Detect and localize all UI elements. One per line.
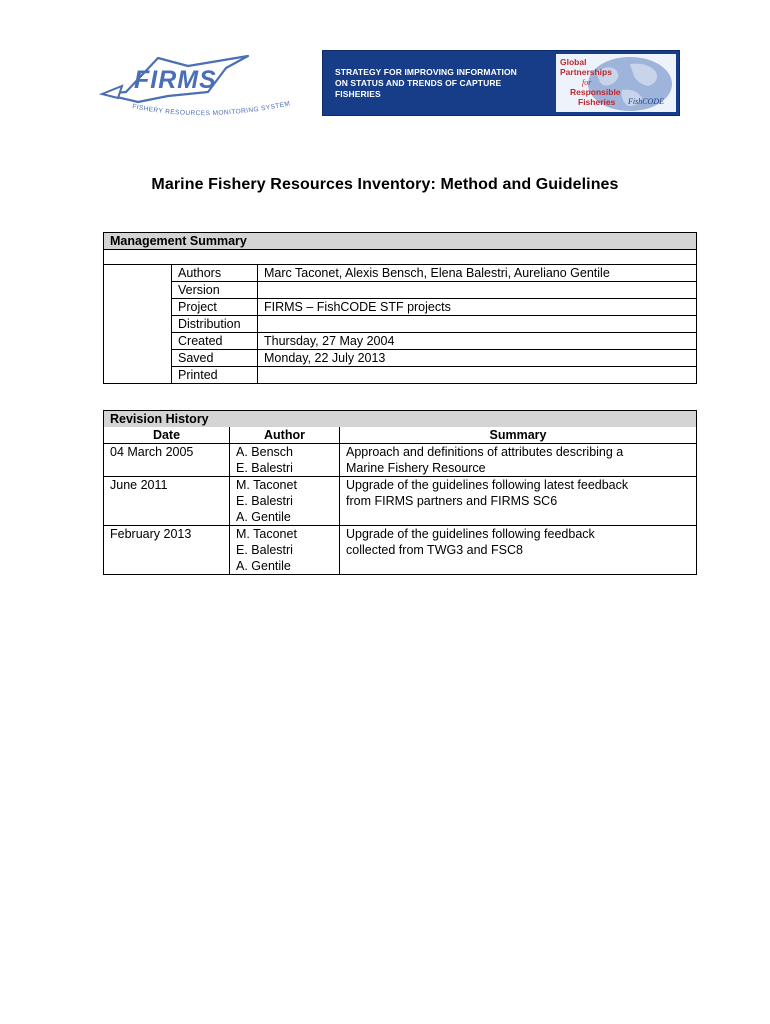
document-title: Marine Fishery Resources Inventory: Method and Guidelines [151, 176, 619, 193]
revision-authors [230, 477, 340, 526]
svg-text:FISHERY RESOURCES MONITORING S [132, 100, 291, 117]
firms-logo [98, 52, 298, 120]
table-row [104, 265, 697, 282]
table-row [104, 316, 697, 333]
author-name: E. Balestri [236, 543, 293, 557]
firms-wordmark: FIRMS [134, 66, 217, 94]
table-row [104, 299, 697, 316]
revision-authors [230, 444, 340, 477]
spacer-row [104, 250, 697, 265]
field-label: Project [172, 299, 258, 316]
author-name: M. Taconet [236, 527, 297, 541]
field-value [258, 367, 697, 384]
gp-line-1: Global [560, 57, 587, 67]
author-name: A. Gentile [236, 559, 291, 573]
field-label: Version [172, 282, 258, 299]
revision-summary [340, 444, 697, 477]
management-summary-heading: Management Summary [104, 233, 697, 250]
summary-line: Approach and definitions of attributes describing a [346, 445, 624, 459]
field-label: Printed [172, 367, 258, 384]
table-row [104, 477, 697, 526]
author-name: A. Gentile [236, 510, 291, 524]
revision-date: 04 March 2005 [104, 444, 230, 477]
table-row [104, 367, 697, 384]
fishcode-badge: FishCODE [628, 97, 664, 106]
summary-line: collected from TWG3 and FSC8 [346, 543, 523, 557]
revision-authors [230, 526, 340, 575]
field-value [258, 316, 697, 333]
summary-line: from FIRMS partners and FIRMS SC6 [346, 494, 558, 508]
summary-line: Marine Fishery Resource [346, 461, 486, 475]
banner-line-3: FISHERIES [335, 89, 381, 99]
table-row [104, 350, 697, 367]
author-name: E. Balestri [236, 494, 293, 508]
banner-line-2: ON STATUS AND TRENDS OF CAPTURE [335, 78, 502, 88]
field-value: Monday, 22 July 2013 [258, 350, 697, 367]
fish-logo-icon [98, 52, 298, 120]
summary-line: Upgrade of the guidelines following feedback [346, 527, 595, 541]
revision-date: June 2011 [104, 477, 230, 526]
field-label: Distribution [172, 316, 258, 333]
table-row [104, 444, 697, 477]
global-partnerships-logo [556, 54, 676, 112]
field-label: Saved [172, 350, 258, 367]
table-row [104, 282, 697, 299]
banner-line-1: STRATEGY FOR IMPROVING INFORMATION [335, 67, 517, 77]
column-header-summary: Summary [340, 427, 697, 444]
revision-summary [340, 526, 697, 575]
gp-line-5: Fisheries [578, 97, 616, 107]
indent-cell [104, 265, 172, 384]
globe-icon [556, 54, 676, 112]
field-value [258, 282, 697, 299]
strategy-banner [322, 50, 680, 116]
author-name: M. Taconet [236, 478, 297, 492]
column-header-date: Date [104, 427, 230, 444]
gp-line-4: Responsible [570, 87, 621, 97]
gp-line-3: for [582, 78, 592, 87]
table-row [104, 333, 697, 350]
revision-date: February 2013 [104, 526, 230, 575]
field-value: FIRMS – FishCODE STF projects [258, 299, 697, 316]
field-label: Authors [172, 265, 258, 282]
revision-history-table [103, 410, 697, 575]
gp-line-2: Partnerships [560, 67, 612, 77]
firms-tagline: FISHERY RESOURCES MONITORING SYSTEM [131, 100, 291, 118]
revision-history-heading: Revision History [104, 411, 697, 428]
column-header-author: Author [230, 427, 340, 444]
field-value: Thursday, 27 May 2004 [258, 333, 697, 350]
revision-summary [340, 477, 697, 526]
author-name: E. Balestri [236, 461, 293, 475]
field-value: Marc Taconet, Alexis Bensch, Elena Balestri, Aureliano Gentile [258, 265, 697, 282]
summary-line: Upgrade of the guidelines following latest feedback [346, 478, 629, 492]
field-label: Created [172, 333, 258, 350]
author-name: A. Bensch [236, 445, 293, 459]
table-row [104, 526, 697, 575]
management-summary-table [103, 232, 697, 384]
